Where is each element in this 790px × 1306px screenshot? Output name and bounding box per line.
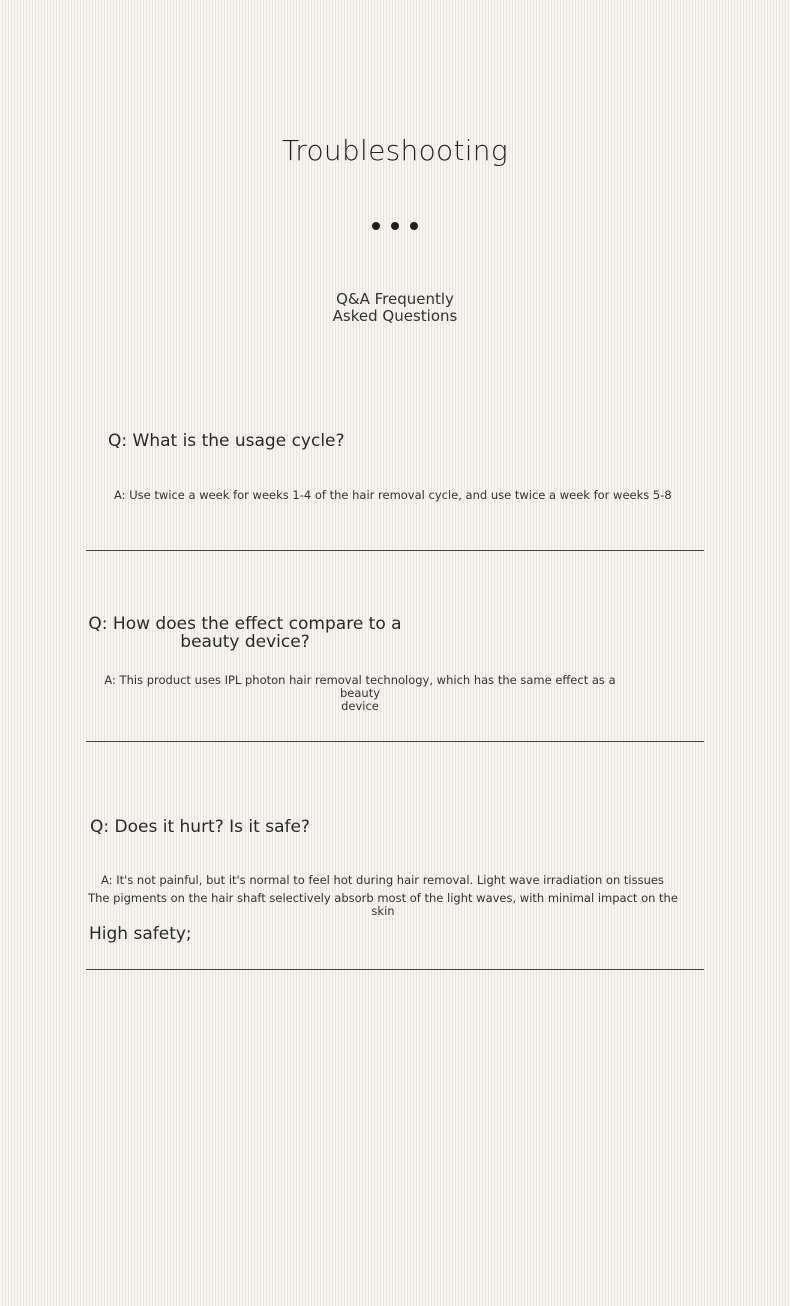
- faq-question-1: Q: What is the usage cycle?: [108, 431, 345, 451]
- faq-divider: [86, 969, 704, 970]
- section-subtitle: [0, 291, 790, 325]
- faq-question-3: Q: Does it hurt? Is it safe?: [90, 817, 310, 837]
- faq-divider: [86, 550, 704, 551]
- decorative-dots: [0, 222, 790, 230]
- subtitle-line: Q&A Frequently: [336, 290, 454, 308]
- faq-question-2: [86, 615, 404, 651]
- faq-answer-3-safety: High safety;: [89, 924, 192, 944]
- faq-divider: [86, 741, 704, 742]
- dot-icon: [372, 222, 380, 230]
- answer-line: skin: [371, 904, 395, 918]
- dot-icon: [410, 222, 418, 230]
- subtitle-line: Asked Questions: [332, 307, 458, 325]
- faq-answer-3-line1: A: It's not painful, but it's normal to feel hot during hair removal. Light wave irradiation on tissues: [101, 873, 664, 887]
- dot-icon: [391, 222, 399, 230]
- question-line: Q: How does the effect compare to a: [88, 614, 402, 634]
- faq-answer-1: A: Use twice a week for weeks 1-4 of the hair removal cycle, and use twice a week for weeks 5-8: [114, 488, 672, 502]
- answer-line: device: [341, 699, 379, 713]
- answer-line: A: This product uses IPL photon hair removal technology, which has the same effect as a beauty: [104, 673, 616, 700]
- faq-answer-2: [86, 674, 634, 713]
- page-title: Troubleshooting: [282, 134, 508, 167]
- answer-line: The pigments on the hair shaft selectively absorb most of the light waves, with minimal impact on the: [88, 891, 678, 905]
- question-line: beauty device?: [180, 632, 310, 652]
- faq-answer-3-cont: [86, 892, 680, 918]
